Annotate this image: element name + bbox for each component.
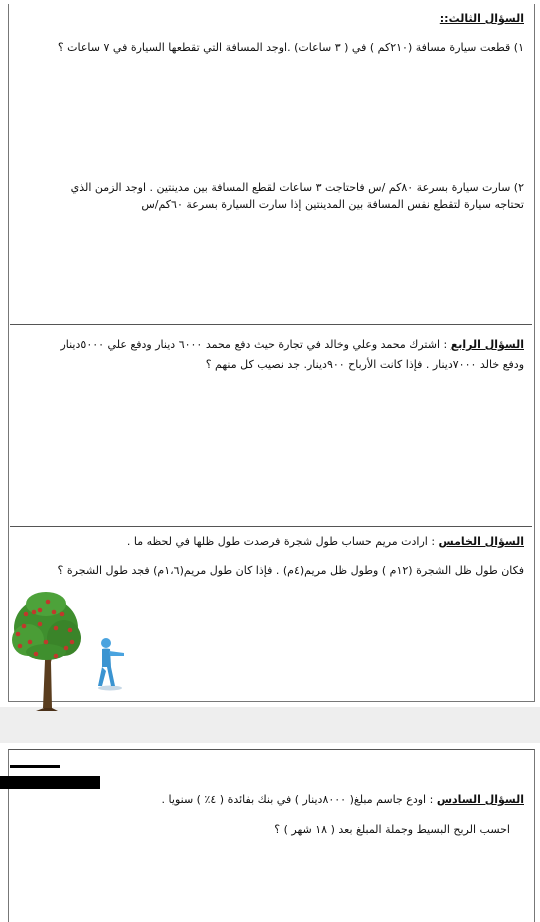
figure-arm <box>109 651 124 656</box>
question-5-line-2: فكان طول ظل الشجرة (١٢م ) وطول ظل مريم(٤م) . فإذا كان طول مريم(١،٦م) فجد طول الشجرة ؟ <box>57 564 524 577</box>
question-5-line-1 <box>127 534 524 550</box>
question-3-item-2-line-2: تحتاجه سيارة لتقطع نفس المسافة بين المدينتين إذا سارت السيارة بسرعة ٦٠كم/س <box>141 198 524 211</box>
question-4-title: السؤال الرابع <box>450 338 524 351</box>
question-4-line-1 <box>60 337 524 353</box>
question-6-title: السؤال السادس <box>436 793 524 806</box>
person-figure-illustration <box>92 637 130 691</box>
question-4-text: : اشترك محمد وعلي وخالد في تجارة حيث دفع محمد ٦٠٠٠ دينار ودفع علي ٥٠٠٠دينار <box>60 338 448 351</box>
question-5-title: السؤال الخامس <box>438 535 524 548</box>
section-divider <box>10 526 532 527</box>
question-3-item-2-line-1: ٢) سارت سيارة بسرعة ٨٠كم /س فاحتاجت ٣ ساعات لقطع المسافة بين مدينتين . اوجد الزمن الذي <box>70 181 524 194</box>
question-6-text: : اودع جاسم مبلغ( ٨٠٠٠دينار ) في بنك بفائدة ( ٤٪ ) سنويا . <box>161 793 434 806</box>
question-4-line-2: ودفع خالد ٧٠٠٠دينار . فإذا كانت الأرباح ٩٠٠دينار. جد نصيب كل منهم ؟ <box>205 358 524 371</box>
figure-left-leg <box>98 667 106 686</box>
question-5-text: : ارادت مريم حساب طول شجرة فرصدت طول ظلها في لحظه ما . <box>126 535 436 548</box>
tree-roots <box>36 708 58 711</box>
page-gap <box>0 707 540 743</box>
tree-illustration <box>10 590 82 712</box>
figure-head <box>101 638 111 648</box>
question-6-line-2: احسب الربح البسيط وجملة المبلغ بعد ( ١٨ شهر ) ؟ <box>274 823 510 836</box>
redaction-bar-small <box>10 765 60 768</box>
question-3-item-1: ١) قطعت سيارة مسافة (٢١٠كم ) في ( ٣ ساعات) .اوجد المسافة التي تقطعها السيارة في ٧ ساعات ؟ <box>57 41 524 54</box>
redaction-bar <box>0 776 100 789</box>
figure-right-leg <box>107 667 115 686</box>
section-divider <box>10 324 532 325</box>
question-6-line-1 <box>162 792 524 808</box>
question-3-title: السؤال الثالث:: <box>439 12 524 25</box>
worksheet-page-1 <box>8 4 535 702</box>
